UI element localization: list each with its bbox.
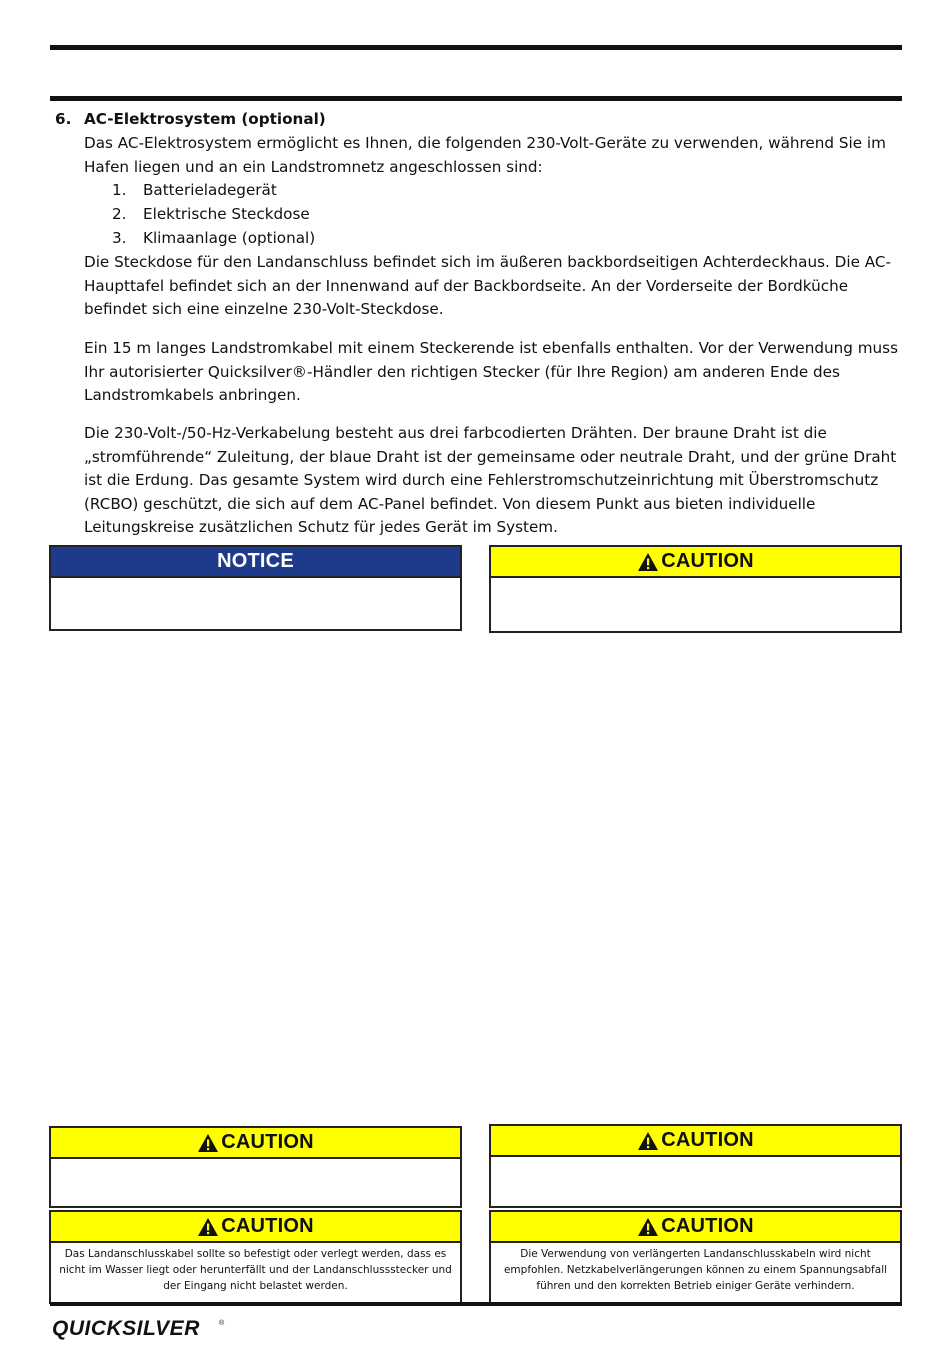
caution-body xyxy=(491,1157,900,1163)
warning-triangle-icon xyxy=(637,1217,659,1237)
list-item: 3. Klimaanlage (optional) xyxy=(112,229,316,247)
logo-text: QUICKSILVER xyxy=(52,1317,200,1340)
warning-triangle-icon xyxy=(197,1133,219,1153)
caution-header: CAUTION xyxy=(491,547,900,578)
caution-header: CAUTION xyxy=(51,1128,460,1159)
caution-header: CAUTION xyxy=(491,1212,900,1243)
caution-body: Die Verwendung von verlängerten Landanschlusskabeln wird nicht empfohlen. Netzkabelverlängerungen können zu einem Spannungsabfall führen und den korrekten Betrieb einiger Geräte verhindern. xyxy=(503,1248,888,1292)
warning-triangle-icon xyxy=(637,552,659,572)
device-list xyxy=(112,179,315,251)
quicksilver-logo xyxy=(52,1316,232,1342)
notice-body xyxy=(51,578,460,584)
registered-mark: ® xyxy=(219,1320,225,1327)
section-title: AC-Elektrosystem (optional) xyxy=(84,110,326,128)
caution-body xyxy=(51,1159,460,1165)
paragraph-wiring: Die 230-Volt-/50-Hz-Verkabelung besteht aus drei farbcodierten Drähten. Der braune Draht ist die „stromführende“ Zuleitung, der blaue Draht ist der gemeinsame oder neutrale Draht, und der grüne Draht ist die Erdung. Das gesamte System wird durch eine Fehlerstromschutzeinrichtung mit Überstromschutz (RCBO) geschützt, die sich auf dem AC-Panel befindet. Von diesem Punkt aus bieten individuelle Leitungskreise zusätzlichen Schutz für jedes Gerät im System. xyxy=(84,424,897,536)
section-rule xyxy=(50,96,902,101)
caution-body xyxy=(491,578,900,584)
caution-body: Das Landanschlusskabel sollte so befestigt oder verlegt werden, dass es nicht im Wasser liegt oder herunterfällt und der Landanschlussstecker und der Eingang nicht belastet werden. xyxy=(59,1248,452,1292)
section-heading xyxy=(55,108,326,132)
caution-box-bottom-left xyxy=(49,1210,462,1304)
caution-box-top xyxy=(489,545,902,633)
bottom-rule xyxy=(50,1302,902,1306)
paragraph-shore-outlet: Die Steckdose für den Landanschluss befindet sich im äußeren backbordseitigen Achterdeckhaus. Die AC-Haupttafel befindet sich an der Innenwand auf der Backbordseite. An der Vorderseite der Bordküche befindet sich eine einzelne 230-Volt-Steckdose. xyxy=(84,253,891,318)
caution-box-mid-right xyxy=(489,1124,902,1208)
top-rule xyxy=(50,45,902,50)
warning-triangle-icon xyxy=(637,1131,659,1151)
notice-header: NOTICE xyxy=(51,547,460,578)
caution-box-mid-left xyxy=(49,1126,462,1208)
list-item: 1. Batterieladegerät xyxy=(112,181,277,199)
intro-paragraph: Das AC-Elektrosystem ermöglicht es Ihnen, die folgenden 230-Volt-Geräte zu verwenden, während Sie im Hafen liegen und an ein Landstromnetz angeschlossen sind: xyxy=(84,134,886,176)
notice-box xyxy=(49,545,462,631)
paragraph-shore-cable: Ein 15 m langes Landstromkabel mit einem Steckerende ist ebenfalls enthalten. Vor der Verwendung muss Ihr autorisierter Quicksilver®-Händler den richtigen Stecker (für Ihre Region) am anderen Ende des Landstromkabels anbringen. xyxy=(84,339,898,404)
caution-header: CAUTION xyxy=(51,1212,460,1243)
list-item: 2. Elektrische Steckdose xyxy=(112,205,310,223)
section-number: 6. xyxy=(55,110,72,128)
caution-header: CAUTION xyxy=(491,1126,900,1157)
warning-triangle-icon xyxy=(197,1217,219,1237)
caution-box-bottom-right xyxy=(489,1210,902,1304)
